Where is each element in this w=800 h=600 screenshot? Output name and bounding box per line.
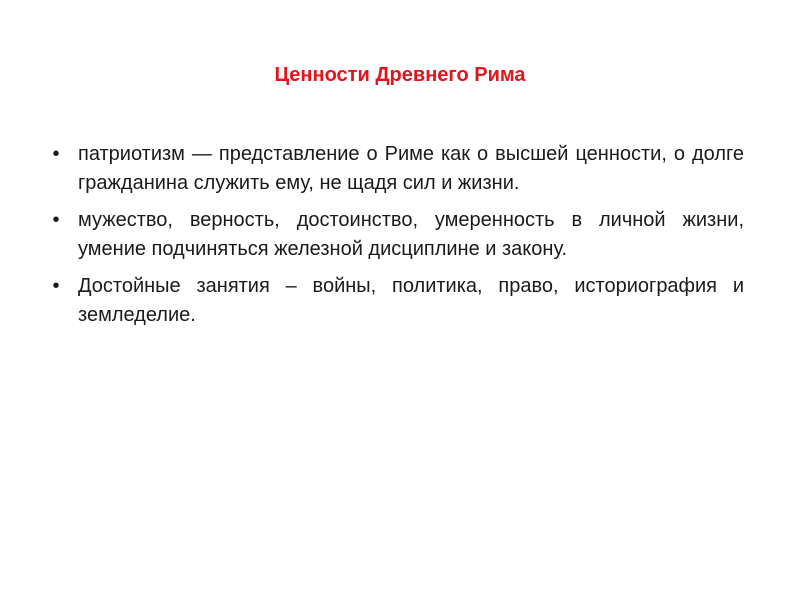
bullet-item-virtues bbox=[48, 206, 744, 264]
bullet-text: патриотизм — представление о Риме как о высшей ценности, о долге гражданина служить ему, не щадя сил и жизни. bbox=[78, 143, 744, 194]
bullet-text: мужество, верность, достоинство, умеренность в личной жизни, умение подчиняться железной дисциплине и закону. bbox=[78, 209, 744, 260]
bullet-icon: • bbox=[52, 275, 60, 297]
bullet-text: Достойные занятия – войны, политика, право, историография и земледелие. bbox=[78, 275, 744, 326]
bullet-icon: • bbox=[52, 143, 60, 165]
bullet-item-occupations bbox=[48, 272, 744, 330]
bullet-item-patriotism bbox=[48, 140, 744, 198]
slide-title: Ценности Древнего Рима bbox=[274, 64, 526, 86]
bullet-list bbox=[48, 140, 744, 338]
bullet-icon: • bbox=[52, 209, 60, 231]
